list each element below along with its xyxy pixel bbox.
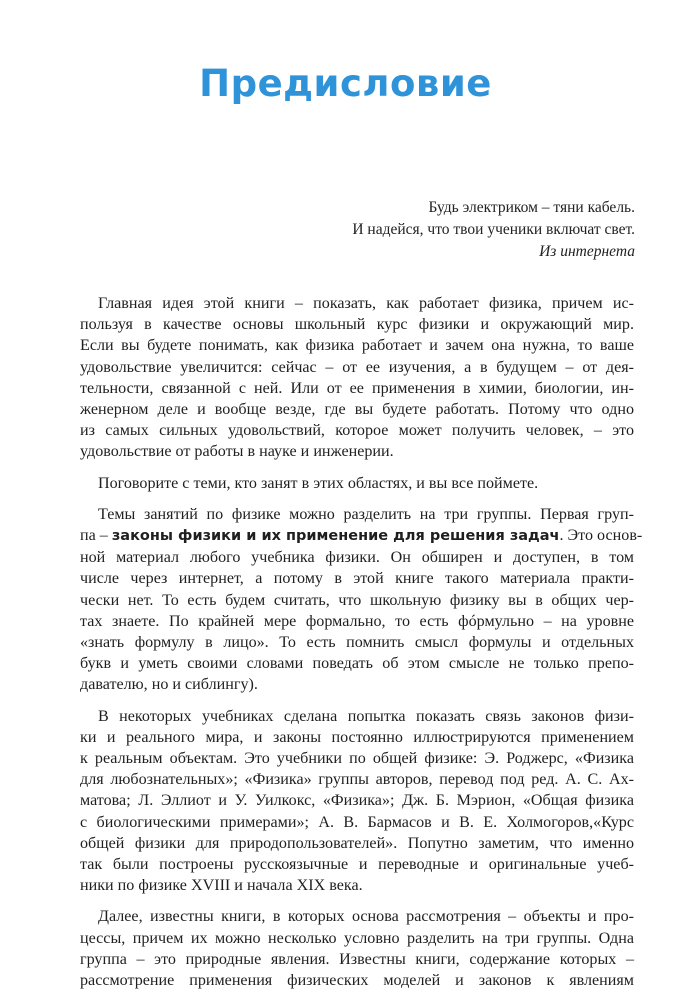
- text-line: тах знаете. По крайней мере формально, то есть фóрмульно – на уровне: [80, 612, 634, 630]
- text-line: букв и уметь своими словами поведать об этом смысле не только препо-: [80, 655, 634, 673]
- paragraph-2: [80, 473, 634, 494]
- text-line: Далее, известны книги, в которых основа рассмотрения – объекты и про-: [98, 908, 634, 926]
- text-line: «знать формулу в лицо». То есть помнить смысл формулы и отдельных: [80, 634, 634, 652]
- text-line: рассмотрение применения физических моделей и законов к явлениям: [80, 972, 634, 990]
- text-line-with-bold: [80, 525, 643, 547]
- text-line: так были построены русскоязычные и переводные и оригинальные учеб-: [80, 856, 634, 874]
- text-line: тельности, связанной с ней. Или от ее применения в химии, биологии, ин-: [80, 379, 634, 397]
- paragraph-5: [80, 906, 634, 991]
- text-line: Темы занятий по физике можно разделить на три группы. Первая груп-: [98, 505, 634, 523]
- body-text: [80, 293, 643, 1001]
- text-line: числе через интернет, а потому в этой книге такого материала практи-: [80, 570, 634, 588]
- epigraph-line-1: Будь электриком – тяни кабель.: [428, 199, 635, 216]
- text-line: В некоторых учебниках сделана попытка показать связь законов физи-: [98, 707, 634, 725]
- bold-line-after: . Это основ-: [559, 527, 643, 545]
- bold-line-before: па –: [80, 527, 112, 545]
- text-line: к реальным объектам. Это учебники по общей физике: Э. Роджерс, «Физика: [80, 750, 634, 768]
- text-line: пользуя в качестве основы школьный курс физики и окружающий мир.: [80, 316, 634, 334]
- epigraph: [352, 197, 635, 263]
- text-line: общей физики для природопользователей». Попутно заметим, что именно: [80, 834, 634, 852]
- text-line: цессы, причем их можно несколько условно разделить на три группы. Одна: [80, 929, 634, 947]
- text-line: ники по физике XVIII и начала XIX века.: [80, 877, 363, 895]
- text-line: давателю, но и сиблингу).: [80, 676, 258, 694]
- text-line: Если вы будете понимать, как физика работает и зачем она нужна, то ваше: [80, 337, 634, 355]
- text-line: Поговорите с теми, кто занят в этих областях, и вы все поймете.: [98, 474, 539, 492]
- text-line: матова; Л. Эллиот и У. Уилкокс, «Физика»; Дж. Б. Мэрион, «Общая физика: [80, 792, 634, 810]
- text-line: Главная идея этой книги – показать, как работает физика, причем ис-: [98, 295, 634, 312]
- text-line: ки и реального мира, и законы постоянно иллюстрируются применением: [80, 728, 634, 746]
- text-line: из самых сильных удовольствий, которое может получить человек, – это: [80, 422, 634, 440]
- text-line: с биологическими примерами»; А. В. Бармасов и В. Е. Холмогоров,«Курс: [80, 813, 634, 831]
- paragraph-1: [80, 293, 634, 463]
- bold-phrase: законы физики и их применение для решения задач: [111, 528, 560, 545]
- text-line: чески нет. То есть будем считать, что школьную физику вы в общих чер-: [80, 591, 634, 609]
- paragraph-4: [80, 706, 634, 897]
- text-line: удовольствие от работы в науке и инженерии.: [80, 443, 394, 461]
- text-line: удовольствие увеличится: сейчас – от ее изучения, а в будущем – от дея-: [80, 358, 634, 376]
- paragraph-3: [80, 504, 643, 696]
- text-line: женерном деле и вообще везде, где вы будете работать. Потому что одно: [80, 401, 634, 419]
- text-line: ной материал любого учебника физики. Он обширен и доступен, в том: [80, 549, 634, 567]
- text-line: для любознательных»; «Физика» группы авторов, перевод под ред. А. С. Ах-: [80, 771, 634, 789]
- text-line: группа – это природные явления. Известны книги, содержание которых –: [80, 950, 634, 968]
- page-title: Предисловие: [199, 62, 492, 105]
- epigraph-source: Из интернета: [539, 243, 635, 260]
- epigraph-line-2: И надейся, что твои ученики включат свет.: [352, 221, 635, 238]
